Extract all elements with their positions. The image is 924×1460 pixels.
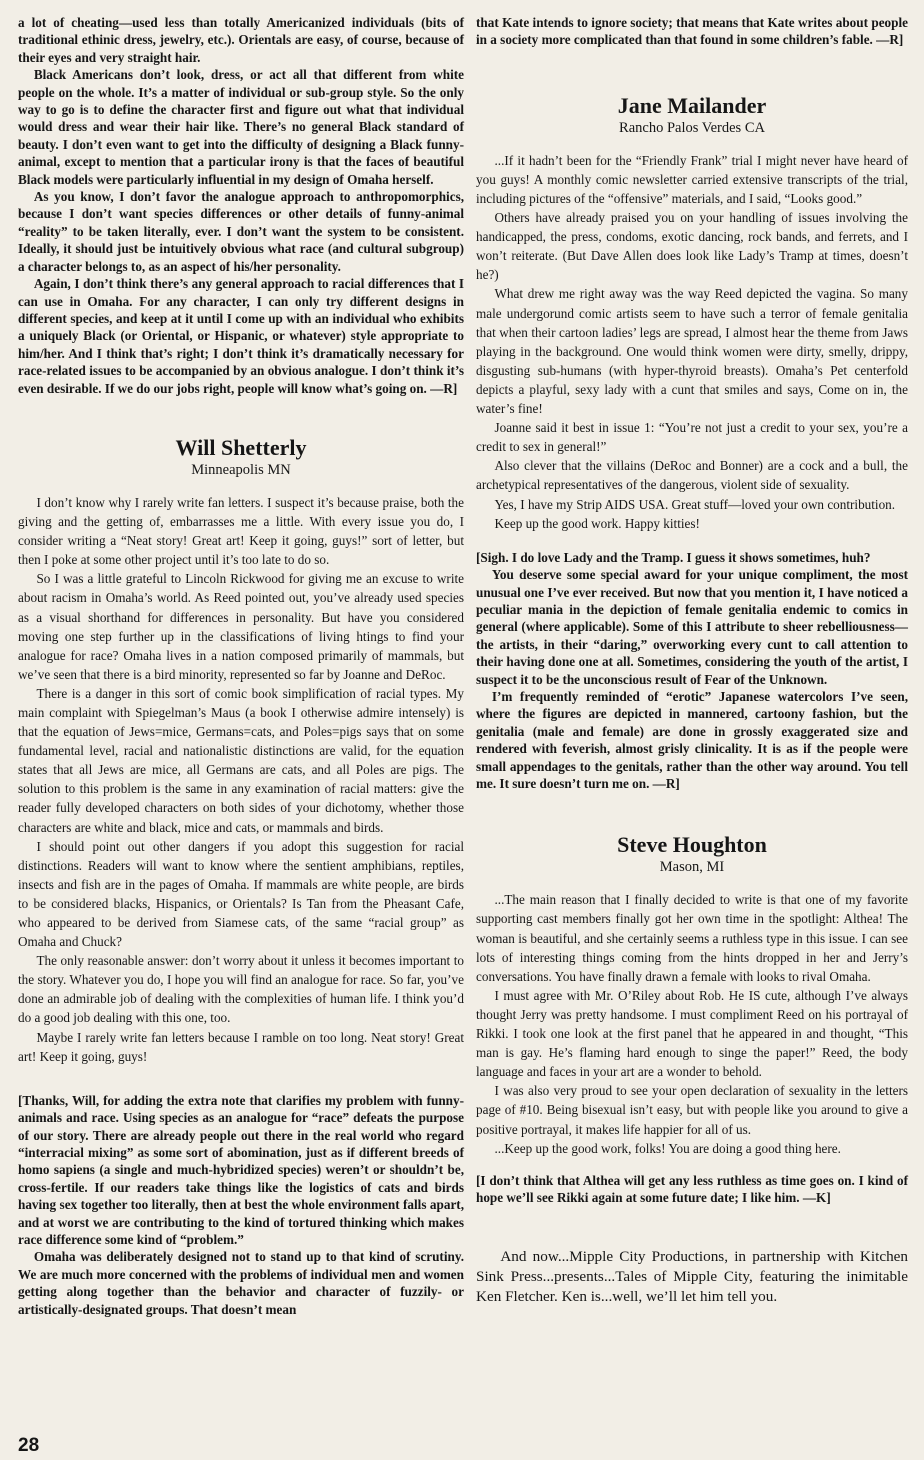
letter-paragraph: There is a danger in this sort of comic book simplification of racial types. My main complaint with Spiegelman’s Maus (a book I otherwise admire intensely) is that the equation of Jews=mice, Germans=cats, and Poles=pigs says that on some fundamental level, racial and nationalistic distinctions are valid, for the equation states that all Jews are mice, all Germans are cats, and all Poles are pigs. The solution to this problem is the same in any examination of racial matters: give the reader fully developed characters on both sides of your dichotomy, whether those characters are white and black, mice and cats, or mammals and birds. [18, 685, 464, 835]
closing-paragraph: And now...Mipple City Productions, in partnership with Kitchen Sink Press...presents...Tales of Mipple City, featuring the inimitable Ken Fletcher. Ken is...well, we’ll let him tell you. [476, 1247, 908, 1305]
letter-body-mailander [476, 151, 908, 533]
writer-name: Will Shetterly [175, 434, 307, 460]
letter-paragraph: ...If it hadn’t been for the “Friendly Frank” trial I might never have heard of you guys! A monthly comic newsletter carried extensive transcripts of the trial, including pictures of the “offensive” materials, and I said, “Looks good.” [476, 152, 908, 206]
letter-paragraph: So I was a little grateful to Lincoln Rickwood for giving me an excuse to write about racism in Omaha’s world. As Reed pointed out, you’ve already used species as a visual shorthand for differences in personality. But have you considered moving one step further up in the classifications of living htings to find your analogue for race? Omaha lives in a nation composed primarily of mammals, but we’ve seen that there is a bird minority, represented so far by Joanne and DeRoc. [18, 571, 464, 682]
letter-paragraph: Also clever that the villains (DeRoc and Bonner) are a cock and a bull, the archetypical representatives of the dangerous, violent side of sexuality. [476, 458, 908, 493]
letter-paragraph: The only reasonable answer: don’t worry about it unless it becomes important to the story. Whatever you do, I hope you will find an analogue for race. So far, you’ve done an admirable job of dealing with the complexities of human life. I think you’d do a good job dealing with this one, too. [18, 953, 464, 1026]
letter-body-shetterly [18, 493, 464, 1066]
editor-reply-shetterly [18, 1092, 464, 1318]
reply-paragraph: that Kate intends to ignore society; that means that Kate writes about people in a society more complicated than that found in some children’s fable. —R] [476, 15, 908, 48]
letter-paragraph: Joanne said it best in issue 1: “You’re not just a credit to your sex, you’re a credit to sex in general!” [476, 420, 908, 455]
letter-paragraph: Maybe I rarely write fan letters because I ramble on too long. Neat story! Great art! Keep it going, guys! [18, 1029, 464, 1064]
editor-reply-mailander [476, 549, 908, 793]
writer-location: Rancho Palos Verdes CA [619, 119, 765, 136]
letter-header-mailander [476, 93, 908, 137]
letter-paragraph: ...The main reason that I finally decided to write is that one of my favorite supporting cast members finally got her own time in the spotlight: Althea! The woman is beautiful, and she certainly seems a ruthless type in this issue. I can see lots of interesting things coming from the hints dropped in her and Jerry’s conversations. You have finally drawn a female with looks to rival Omaha. [476, 892, 908, 984]
letter-paragraph: I was also very proud to see your open declaration of sexuality in the letters page of #10. Being bisexual isn’t easy, but with people like you around to give a positive portrayal, it makes life happier for all of us. [476, 1083, 908, 1137]
left-column [18, 0, 464, 1318]
writer-name: Jane Mailander [617, 92, 767, 118]
writer-location: Minneapolis MN [191, 461, 291, 478]
reply-paragraph: You deserve some special award for your unique compliment, the most unusual one I’ve ever received. But now that you mention it, I have noticed a peculiar mania in the depiction of female genitalia endemic to comics in general (where applicable). Some of this I attribute to sheer rebelliousness—the artists, in their “daring,” overworking every cunt to call attention to their having done one at all. Sometimes, considering the youth of the artist, I suspect it to be the unconscious result of Fear of the Unknown. [476, 567, 908, 687]
writer-name: Steve Houghton [617, 832, 767, 858]
page-number: 28 [18, 1435, 40, 1456]
letter-paragraph: Others have already praised you on your handling of issues involving the handicapped, the press, condoms, exotic dancing, rock bands, and ferrets, and I won’t reiterate. (But Dave Allen does look like Lady’s Tramp at times, doesn’t he?) [476, 210, 908, 283]
letter-header-houghton [476, 832, 908, 876]
letter-paragraph: Keep up the good work. Happy kitties! [494, 515, 700, 531]
letter-paragraph: I don’t know why I rarely write fan letters. I suspect it’s because praise, both the giving and the getting of, embarrasses me a little. With every issue you do, I consider writing a “Neat story! Great art! Keep it going, guys!” sort of letter, but then I poke at some other project until it’s too late to do so. [18, 494, 464, 568]
reply-paragraph: [Thanks, Will, for adding the extra note that clarifies my problem with funny-animals and race. Using species as an analogue for “race” defeats the purpose of our story. There are already people out there in the real world who regard “interracial mixing” as some sort of abomination, just as if different breeds of homo sapiens (a single and much-hybridized species) weren’t or shouldn’t be, cross-fertile. If our readers take things like the logistics of cats and birds having sex together too literally, then at best the whole environment falls apart, and at worst we are contributing to the kind of tortured thinking which makes race difference some kind of “problem.” [18, 1092, 464, 1247]
reply-paragraph: I’m frequently reminded of “erotic” Japanese watercolors I’ve seen, where the figures are depicted in mannered, cartoony fashion, but the genitalia (male and female) are done in grossly exaggerated size and rendered with feverish, almost grisly clinicality. It is as if the people were small appendages to the genitals, rather than the other way around. You tell me. It sure doesn’t turn me on. —R] [476, 688, 908, 791]
reply-continued-right [476, 14, 908, 49]
reply-paragraph: a lot of cheating—used less than totally Americanized individuals (bits of traditional ethinic dress, jewelry, etc.). Orientals are easy, of course, because of their eyes and very straight hair. [18, 15, 464, 65]
letter-paragraph: What drew me right away was the way Reed depicted the vagina. So many male undergorund comic artists seem to have such a terror of female genitalia that when their cartoon ladies’ legs are spread, I almost hear the theme from Jaws playing in the background. One would think women were dirty, smelly, drippy, disgusting sub-humans (with hyper-thyroid breasts). Omaha’s Pet centerfold depicts a playful, sexy lady with a cunt that smiles and says, Come on in, the water’s fine! [476, 286, 908, 417]
letter-paragraph: Yes, I have my Strip AIDS USA. Great stuff—loved your own contribution. [494, 496, 896, 512]
letter-paragraph: ...Keep up the good work, folks! You are doing a good thing here. [494, 1140, 841, 1156]
letter-paragraph: I should point out other dangers if you adopt this suggestion for racial distinctions. Readers will want to know where the sentient amphibians, reptiles, insects and fish are in the pages of Omaha. If mammals are white people, are birds to be considered blacks, Hispanics, or Orientals? Is Tan from the Pheasant Cafe, who appeared to be derived from Siamese cats, of the same “racial group” as Omaha and Chuck? [18, 838, 464, 950]
reply-paragraph: As you know, I don’t favor the analogue approach to anthropomorphics, because I don’t want species differences or other details of funny-animal “reality” to be taken literally, ever. I don’t want the system to be consistent. Ideally, it should just be intuitively obvious what race (and cultural subgroup) a character belongs to, as an aspect of his/her personality. [18, 189, 464, 274]
writer-location: Mason, MI [659, 859, 725, 876]
closing-announcement [476, 1247, 908, 1308]
editor-reply-houghton [476, 1172, 908, 1207]
letter-body-houghton [476, 890, 908, 1157]
reply-continued [18, 14, 464, 397]
reply-paragraph: Omaha was deliberately designed not to stand up to that kind of scrutiny. We are much more concerned with the problems of individual men and women getting along together than the behavior and character of fuzzily- or artistically-designated groups. That doesn’t mean [18, 1249, 464, 1317]
reply-paragraph: Again, I don’t think there’s any general approach to racial differences that I can use in Omaha. For any character, I can only try different designs in different species, and keep at it until I come up with an individual who exhibits a uniquely Black (or Oriental, or Hispanic, or whatever) style appropriate to him/her. And I think that’s right; I don’t think it’s dramatically necessary for race-related issues to be accompanied by an obvious analogue. I don’t think it’s even desirable. If we do our jobs right, people will know what’s going on. —R] [18, 276, 464, 396]
reply-paragraph: [I don’t think that Althea will get any less ruthless as time goes on. I kind of hope we’ll see Rikki again at some future date; I like him. —K] [476, 1172, 908, 1206]
reply-paragraph: Black Americans don’t look, dress, or act all that different from white people on the whole. It’s a matter of individual or sub-group style. So the only way to go is to define the character first and figure out what that individual would dress and wear their hair like. There’s no general Black standard of beauty. I don’t even want to get into the difficulty of designing a Black funny-animal, except to mention that a particular irony is that the faces of beautiful Black models were particularly influential in my design of Omaha herself. [18, 67, 464, 187]
letter-paragraph: I must agree with Mr. O’Riley about Rob. He IS cute, although I’ve always thought Jerry was pretty handsome. I must compliment Reed on his portrayal of Rikki. I took one look at the first panel that he appeared in and thought, “This man is gay. He’s flaming hard enough to singe the paper!” Reed, the body language and faces in your art are a wonder to behold. [476, 987, 908, 1080]
right-column [476, 0, 908, 1307]
reply-paragraph: [Sigh. I do love Lady and the Tramp. I guess it shows sometimes, huh? [476, 549, 871, 565]
letter-header-shetterly [18, 435, 464, 479]
